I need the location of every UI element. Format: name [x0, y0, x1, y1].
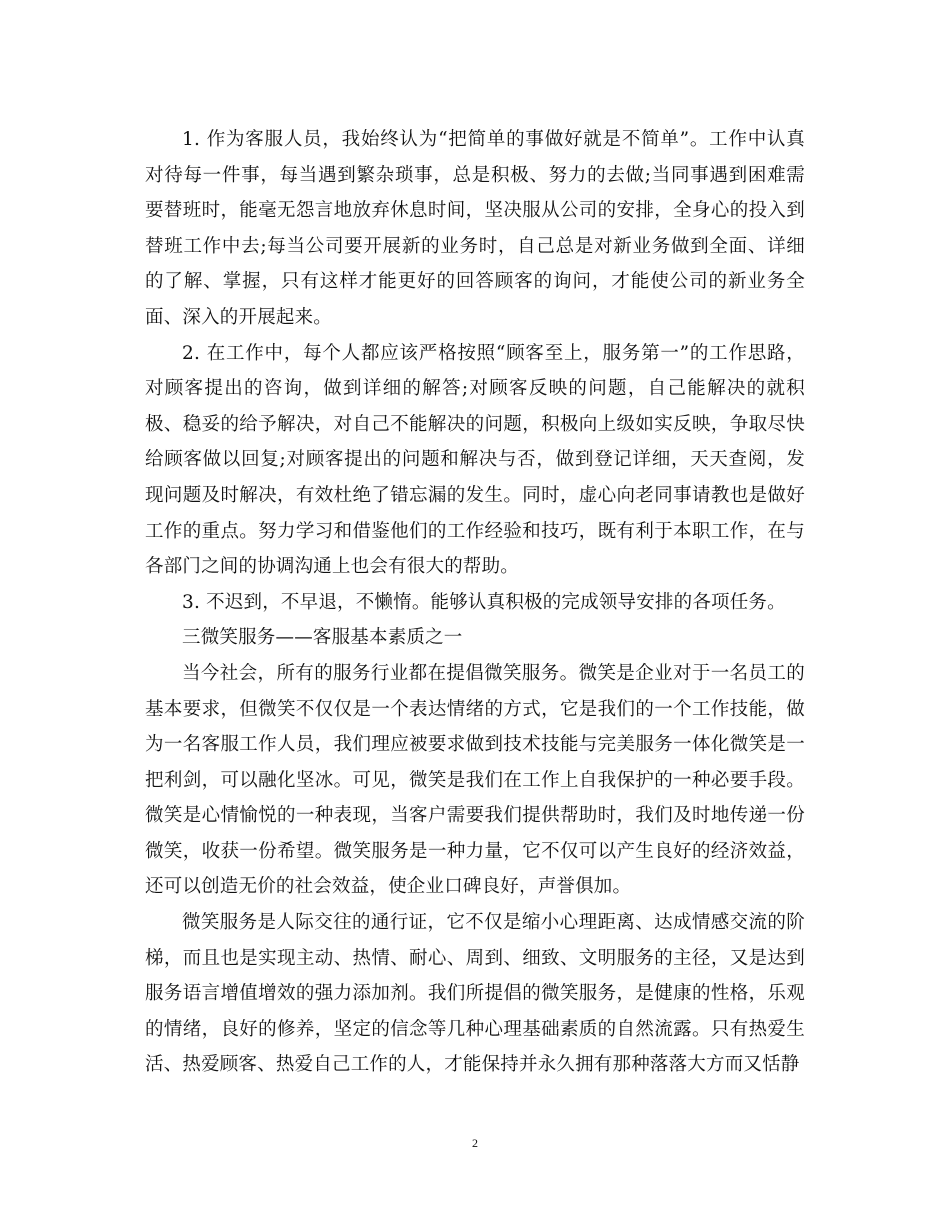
paragraph-smile-service-1: 当今社会，所有的服务行业都在提倡微笑服务。微笑是企业对于一名员工的基本要求，但微笑不仅仅是一个表达情绪的方式，它是我们的一个工作技能，做为一名客服工作人员，我们理应被要求做到技术技能与完美服务一体化微笑是一把利剑，可以融化坚冰。可见，微笑是我们在工作上自我保护的一种必要手段。微笑是心情愉悦的一种表现，当客户需要我们提供帮助时，我们及时地传递一份微笑，收获一份希望。微笑服务是一种力量，它不仅可以产生良好的经济效益，还可以创造无价的社会效益，使企业口碑良好，声誉俱加。	[145, 662, 805, 898]
paragraph-duty-2: 2. 在工作中，每个人都应该严格按照“顾客至上，服务第一”的工作思路，对顾客提出的咨询，做到详细的解答;对顾客反映的问题，自己能解决的就积极、稳妥的给予解决，对自己不能解决的问题，积极向上级如实反映，争取尽快给顾客做以回复;对顾客提出的问题和解决与否，做到登记详细，天天查阅，发现问题及时解决，有效杜绝了错忘漏的发生。同时，虚心向老同事请教也是做好工作的重点。努力学习和借鉴他们的工作经验和技巧，既有利于本职工作，在与各部门之间的协调沟通上也会有很大的帮助。	[145, 342, 805, 578]
page-number: 2	[472, 1136, 478, 1150]
paragraph-duty-3: 3. 不迟到，不早退，不懒惰。能够认真积极的完成领导安排的各项任务。	[182, 591, 786, 613]
section-heading-smile-service: 三微笑服务——客服基本素质之一	[182, 627, 463, 649]
paragraph-smile-service-2: 微笑服务是人际交往的通行证，它不仅是缩小心理距离、达成情感交流的阶梯，而且也是实现主动、热情、耐心、周到、细致、文明服务的主径，又是达到服务语言增值增效的强力添加剂。我们所提倡的微笑服务，是健康的性格，乐观的情绪，良好的修养，坚定的信念等几种心理基础素质的自然流露。只有热爱生活、热爱顾客、热爱自己工作的人，才能保持并永久拥有那种落落大方而又恬静	[145, 912, 805, 1076]
document-body	[145, 122, 805, 1083]
paragraph-duty-1: 1. 作为客服人员，我始终认为“把简单的事做好就是不简单”。工作中认真对待每一件事，每当遇到繁杂琐事，总是积极、努力的去做;当同事遇到困难需要替班时，能毫无怨言地放弃休息时间，坚决服从公司的安排，全身心的投入到替班工作中去;每当公司要开展新的业务时，自己总是对新业务做到全面、详细的了解、掌握，只有这样才能更好的回答顾客的询问，才能使公司的新业务全面、深入的开展起来。	[145, 129, 805, 328]
